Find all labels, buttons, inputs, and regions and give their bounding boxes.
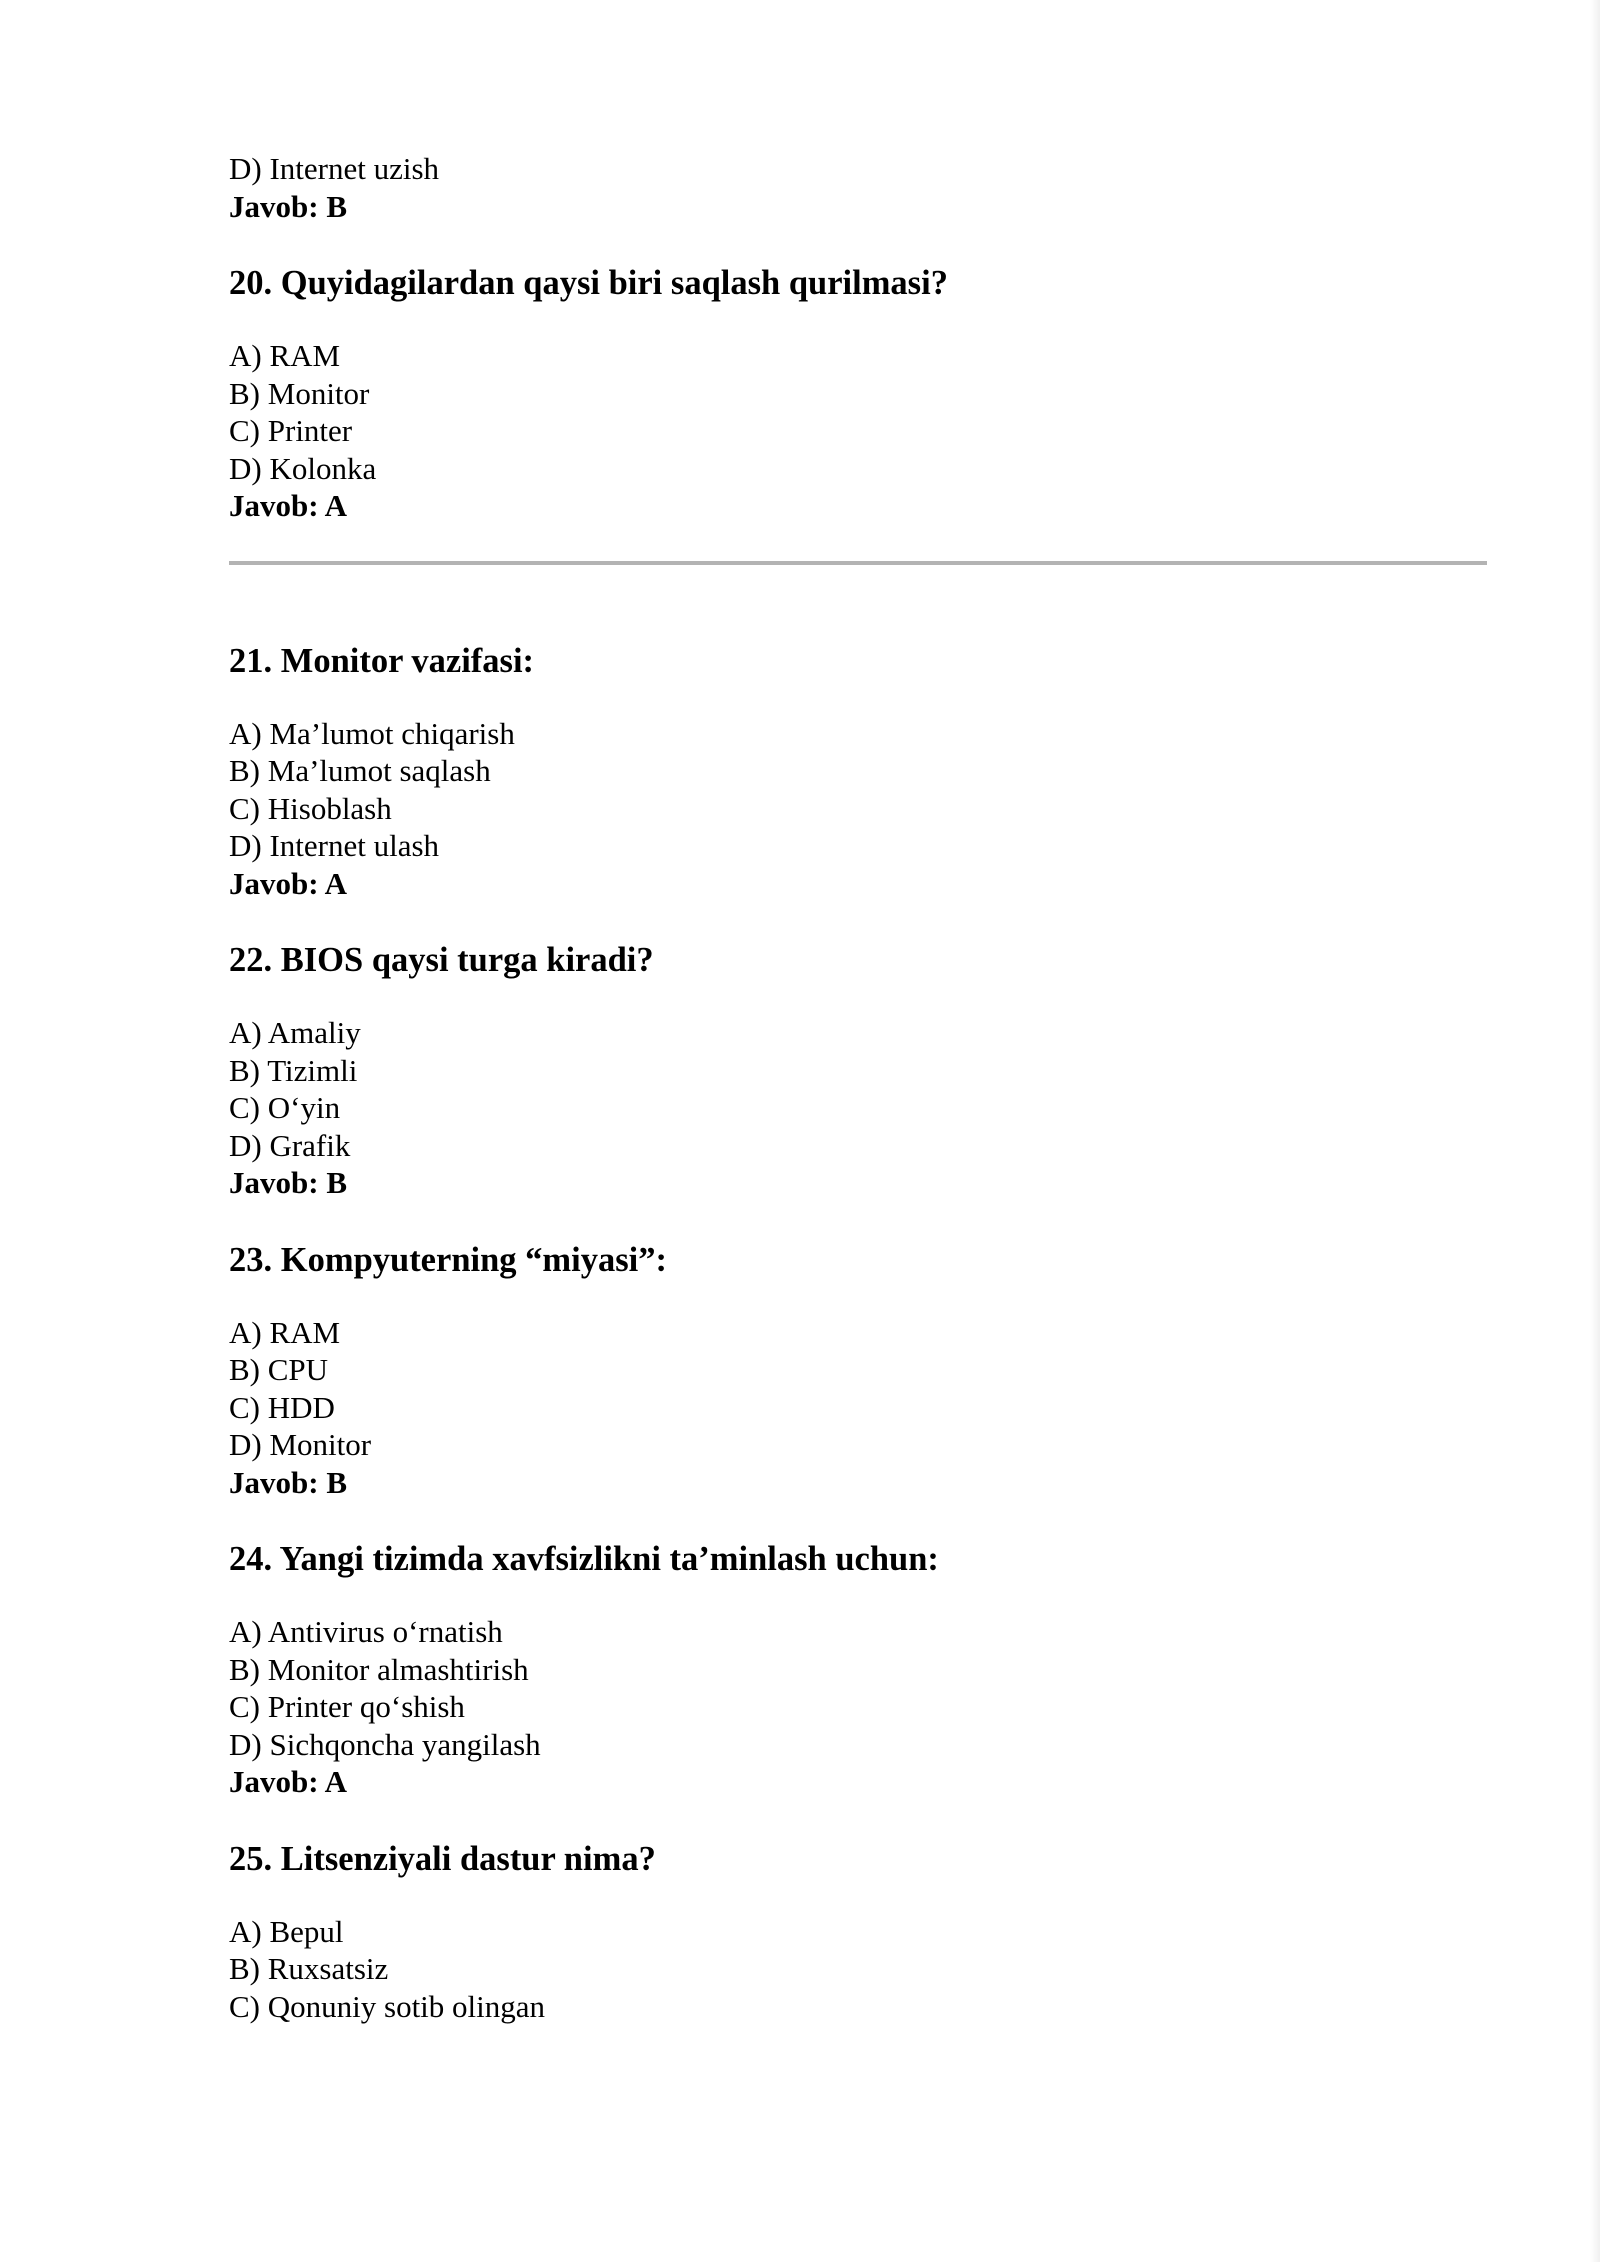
question-25-option-c: C) Qonuniy sotib olingan	[229, 1988, 546, 2024]
question-21-option-b: B) Ma’lumot saqlash	[229, 753, 491, 788]
question-23-option-b: B) CPU	[229, 1352, 329, 1387]
page-edge-shadow	[1590, 0, 1600, 2262]
question-20-option-d: D) Kolonka	[229, 450, 377, 486]
question-20-option-c: C) Printer	[229, 413, 353, 448]
question-21-answer: Javob: A	[229, 865, 347, 901]
question-20-title: 20. Quyidagilardan qaysi biri saqlash qurilmasi?	[229, 264, 948, 302]
question-22-option-a: A) Amaliy	[229, 1015, 361, 1050]
question-25-title: 25. Litsenziyali dastur nima?	[229, 1839, 656, 1878]
question-24-option-d: D) Sichqoncha yangilash	[229, 1726, 541, 1762]
question-23-option-d: D) Monitor	[229, 1427, 372, 1462]
question-24-option-c: C) Printer qo‘shish	[229, 1689, 465, 1724]
question-22-option-b: B) Tizimli	[229, 1052, 358, 1088]
option-d: D) Internet uzish	[229, 151, 440, 186]
question-23-option-a: A) RAM	[229, 1314, 341, 1350]
question-24-option-a: A) Antivirus o‘rnatish	[229, 1614, 503, 1649]
question-25-option-b: B) Ruxsatsiz	[229, 1951, 389, 1986]
question-22-title: 22. BIOS qaysi turga kiradi?	[229, 941, 654, 979]
question-25-option-a: A) Bepul	[229, 1913, 344, 1949]
answer-line: Javob: B	[229, 188, 347, 224]
question-22-answer: Javob: B	[229, 1165, 347, 1200]
question-23-answer: Javob: B	[229, 1464, 347, 1500]
question-23-title: 23. Kompyuterning “miyasi”:	[229, 1240, 667, 1279]
question-23-option-c: C) HDD	[229, 1389, 335, 1425]
question-20-option-a: A) RAM	[229, 338, 341, 373]
document-page	[229, 150, 1489, 2025]
question-24-answer: Javob: A	[229, 1764, 347, 1799]
question-20-option-b: B) Monitor	[229, 375, 370, 411]
question-22-option-d: D) Grafik	[229, 1127, 351, 1163]
question-22-option-c: C) O‘yin	[229, 1090, 341, 1125]
question-21-option-a: A) Ma’lumot chiqarish	[229, 715, 515, 751]
question-20-answer: Javob: A	[229, 488, 347, 523]
question-24-title: 24. Yangi tizimda xavfsizlikni ta’minlash uchun:	[229, 1540, 939, 1578]
question-21-option-d: D) Internet ulash	[229, 828, 440, 863]
question-24-option-b: B) Monitor almashtirish	[229, 1651, 529, 1687]
question-21-option-c: C) Hisoblash	[229, 790, 392, 826]
question-21-title: 21. Monitor vazifasi:	[229, 641, 535, 680]
